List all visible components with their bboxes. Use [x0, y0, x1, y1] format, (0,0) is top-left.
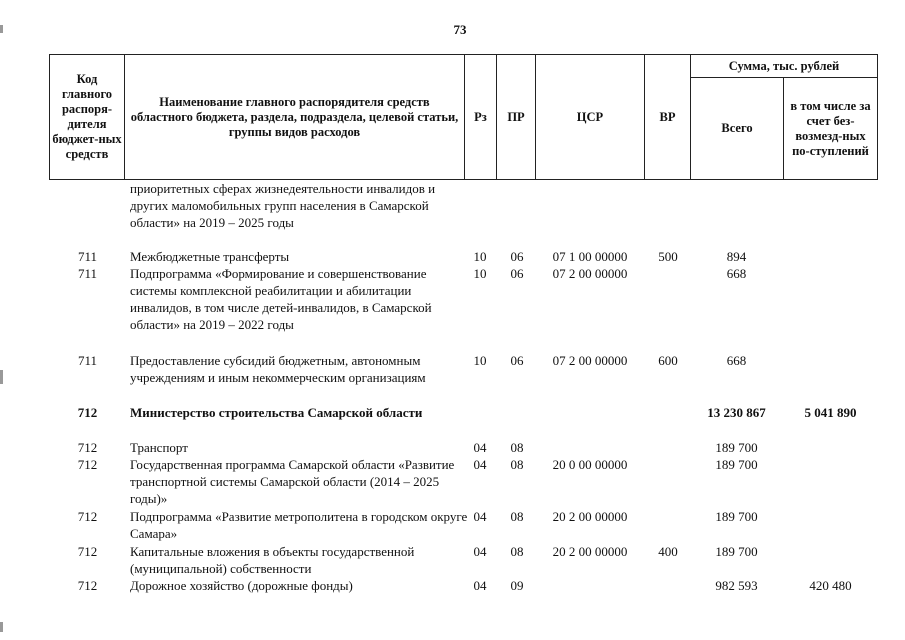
- row-name: Государственная программа Самарской области «Развитие транспортной системы Самарской области (2014 – 2025 годы)»: [130, 457, 455, 506]
- header-sum: Сумма, тыс. рублей: [690, 54, 878, 78]
- row-rz: 10: [473, 353, 487, 368]
- row-grant: 420 480: [809, 578, 852, 593]
- row-rz: 04: [473, 440, 487, 455]
- row-grant: 5 041 890: [804, 405, 857, 420]
- row-name: приоритетных сферах жизнедеятельности инвалидов и других маломобильных групп населения в Самарской области» на 2019 – 2025 годы: [130, 181, 436, 230]
- row-code: 712: [77, 509, 98, 524]
- header-name: Наименование главного распорядителя средств областного бюджета, раздела, подраздела, целевой статьи, группы видов расходов: [124, 54, 465, 180]
- row-total: 668: [726, 353, 747, 368]
- header-vr: ВР: [644, 54, 691, 180]
- row-total: 189 700: [715, 457, 758, 472]
- row-rz: 04: [473, 509, 487, 524]
- row-rz: 04: [473, 457, 487, 472]
- row-total: 668: [726, 266, 747, 281]
- row-pr: 06: [510, 353, 524, 368]
- row-name: Предоставление субсидий бюджетным, автономным учреждениям и иным некоммерческим организациям: [130, 353, 426, 385]
- scan-mark: [0, 622, 3, 632]
- row-code: 711: [77, 266, 98, 281]
- header-total: Всего: [690, 77, 784, 180]
- row-rz: 04: [473, 544, 487, 559]
- row-code: 712: [77, 457, 98, 472]
- row-vr: 600: [658, 353, 678, 368]
- header-rz: Рз: [464, 54, 497, 180]
- row-csr: 07 1 00 00000: [552, 249, 628, 264]
- row-total: 189 700: [715, 509, 758, 524]
- row-code: 712: [77, 405, 98, 420]
- row-pr: 08: [510, 509, 524, 524]
- row-vr: 500: [658, 249, 678, 264]
- row-code: 712: [77, 578, 98, 593]
- row-csr: 20 2 00 00000: [552, 544, 628, 559]
- row-total: 13 230 867: [707, 405, 766, 420]
- row-csr: 07 2 00 00000: [552, 353, 628, 368]
- row-pr: 08: [510, 457, 524, 472]
- row-pr: 06: [510, 266, 524, 281]
- row-csr: 20 2 00 00000: [552, 509, 628, 524]
- row-name: Капитальные вложения в объекты государственной (муниципальной) собственности: [130, 544, 415, 576]
- row-rz: 04: [473, 578, 487, 593]
- row-csr: 20 0 00 00000: [552, 457, 628, 472]
- row-csr: 07 2 00 00000: [552, 266, 628, 281]
- row-total: 894: [726, 249, 747, 264]
- header-csr: ЦСР: [535, 54, 645, 180]
- row-name: Подпрограмма «Развитие метрополитена в городском округе Самара»: [130, 509, 468, 541]
- row-vr: 400: [658, 544, 678, 559]
- row-total: 189 700: [715, 544, 758, 559]
- row-total: 982 593: [715, 578, 758, 593]
- row-pr: 09: [510, 578, 524, 593]
- row-code: 711: [77, 249, 98, 264]
- row-rz: 10: [473, 266, 487, 281]
- row-pr: 06: [510, 249, 524, 264]
- header-grant: в том числе за счет без-возмезд-ных по-ступлений: [783, 77, 878, 180]
- page-number: 73: [453, 22, 467, 37]
- scan-mark: [0, 25, 3, 33]
- row-name: Транспорт: [130, 440, 188, 455]
- row-code: 712: [77, 544, 98, 559]
- row-pr: 08: [510, 544, 524, 559]
- header-pr: ПР: [496, 54, 536, 180]
- row-rz: 10: [473, 249, 487, 264]
- row-name: Дорожное хозяйство (дорожные фонды): [130, 578, 353, 593]
- row-code: 711: [77, 353, 98, 368]
- row-name: Министерство строительства Самарской области: [130, 405, 423, 420]
- row-code: 712: [77, 440, 98, 455]
- header-code: Код главного распоря-дителя бюджет-ных средств: [49, 54, 125, 180]
- row-name: Межбюджетные трансферты: [130, 249, 290, 264]
- row-name: Подпрограмма «Формирование и совершенствование системы комплексной реабилитации и абилитации инвалидов, в том числе детей-инвалидов, в Самарской области» на 2019 – 2022 годы: [130, 266, 432, 332]
- row-pr: 08: [510, 440, 524, 455]
- row-total: 189 700: [715, 440, 758, 455]
- scan-mark: [0, 370, 3, 384]
